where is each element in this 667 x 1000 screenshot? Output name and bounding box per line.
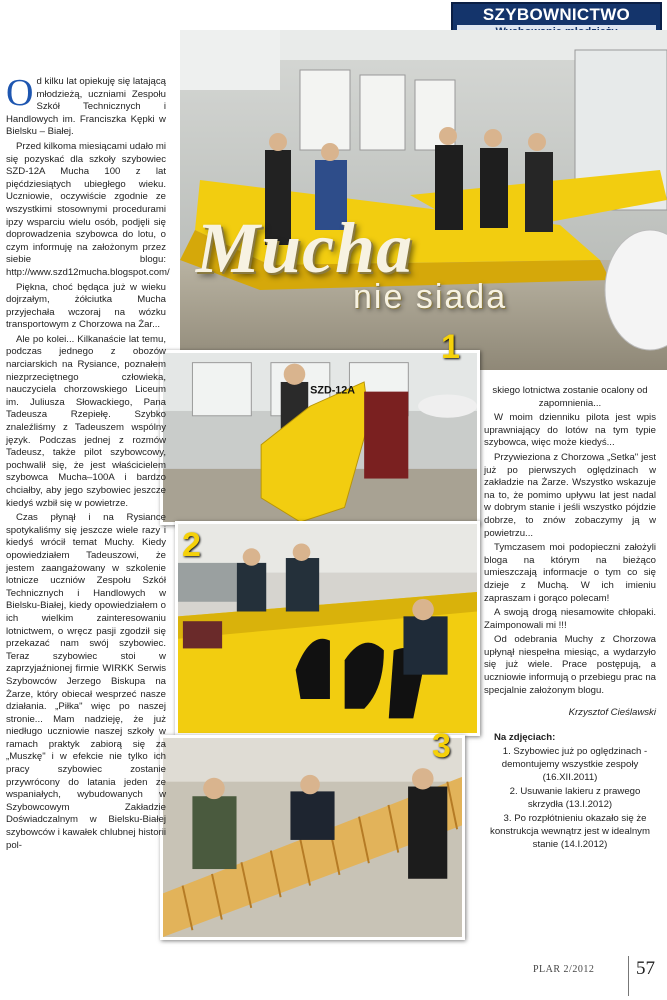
footer-divider (628, 956, 629, 996)
paragraph-4: Ale po kolei... Kilkanaście lat temu, podczas jednego z obozów narciarskich na Rysiance, poznałem niezprzeciętnego człowieka, nauczyciela chorzowskiego Liceum im. Juliusza Słowackiego, Pana Tadeusza Rzepiełę. Szybko znaleźliśmy z Tadeuszem wspólny język. Podczas jednej z rozmów Tadeusz, także pilot szybowcowy, pochwalił się, że jest właścicielem szybowca Mucha–100A i bardzo chciałby, aby jego szybowiec jeszcze kiedyś wzbił się w powietrze. (6, 333, 166, 509)
paragraph-5: Czas płynął i na Rysiance spotykaliśmy się jeszcze wiele razy i kiedyś wrócił temat Muchy. Kiedy opowiedziałem Tadeuszowi, że jestem zaangażowany w szkolenie lotnicze uczniów Zespołu Szkół Technicznych i Handlowych w Bielsku-Białej, kiedy opowiedziałem o ich wielkim zainteresowaniu lotnictwem, o wręcz pasji zgodził się przekazać nam swój szybowiec. Teraz szybowiec stoi w zaprzyjaźnionej firmie WIRKK Serwis Szybowców Jerzego Biskupa na Żarze, który obiecał wesprzeć nasze działania. „Piłka" więc po naszej stronie... Mam nadzieję, że już niedługo uczniowie naszej szkoły w ramach praktyk zabiorą się za „Muszkę" i w efekcie nie tylko ich pracy szybowiec zostanie przywrócony do latania jeden ze wspaniałych, wybudowanych w Szybowcowym Zakładzie Doświadczalnym w Bielsku-Białej szybowców i kawałek chlubnej historii pol- (6, 512, 166, 851)
section-title: SZYBOWNICTWO (482, 5, 631, 24)
magazine-issue: PLAR 2/2012 (533, 964, 595, 975)
captions-heading: Na zdjęciach: (494, 731, 556, 743)
glider-marking: SZD-12A (310, 384, 356, 397)
photo-number-3: 3 (432, 727, 451, 765)
paragraph-7: W moim dzienniku pilota jest wpis uprawniający do lotów na tym typie szybowca, więc może kiedyś... (484, 412, 656, 449)
page-number: 57 (636, 958, 655, 979)
paragraph-3: Piękna, choć będąca już w wieku dojrzałym, żółciutka Mucha przyjechała wczoraj na wózku transportowym z Chorzowa na Żar... (6, 281, 166, 331)
photo-3-wing-structure (160, 735, 465, 940)
article-subtitle: nie siada (353, 278, 508, 316)
paragraph-9: Tymczasem moi podopieczni założyli bloga na którym na bieżąco umieszczają informacje o tym co się dzieje z Muchą. W ich imieniu zapraszam i gorąco polecam! (484, 542, 656, 604)
photo-2-wing-sanding (175, 521, 480, 736)
paragraph-6: skiego lotnictwa zostanie ocalony od zapomnienia... (492, 385, 648, 409)
paragraph-2: Przed kilkoma miesiącami udało mi się pozyskać dla szkoły szybowiec SZD-12A Mucha 100 z lat pięćdziesiątych ubiegłego wieku. Uczniowie, oczywiście zgodnie ze wszystkimi stosownymi procedurami ipzy wsparciu wielu osób, podjęli się doprowadzenia szybowca do lotu, o czym informuję na założonym przez siebie blogu: http://www.szd12mucha.blogspot.com/ (6, 140, 170, 278)
paragraph-11: Od odebrania Muchy z Chorzowa upłynął niespełna miesiąc, a wydarzyło się już wiele. Prace postępują, a uczniowie informują o przebiegu prac na specjalnie założonym blogu. (484, 634, 656, 696)
paragraph-10: A swoją drogą niesamowite chłopaki. Zaimponowali mi !!! (484, 607, 656, 631)
paragraph-8: Przywieziona z Chorzowa „Setka" jest już po pierwszych oględzinach w zakładzie na Żarze. Wszystko wskazuje na to, że pomimo upływu lat jest nadal w dobrym stanie i jeśli wszystko pójdzie dobrze, to znów zobaczymy ją w powietrzu... (484, 451, 656, 539)
main-photo-workshop (180, 30, 667, 370)
article-column-right (484, 385, 656, 853)
article-title: Mucha (196, 208, 414, 288)
photo-1-rudder (160, 350, 480, 525)
caption-item: 3. Po rozpłótnieniu okazało się że konstrukcja wewnątrz jest w idealnym stanie (14.I.2012) (490, 813, 650, 850)
article-column-left (6, 72, 170, 854)
caption-item: 1. Szybowiec już po oględzinach - demontujemy wszystkie zespoły (16.XII.2011) (501, 746, 648, 783)
photo-number-1: 1 (441, 328, 460, 366)
photo-number-2: 2 (182, 526, 201, 564)
caption-item: 2. Usuwanie lakieru z prawego skrzydła (13.I.2012) (509, 786, 641, 810)
drop-cap: O (6, 72, 34, 114)
paragraph-1: Od kilku lat opiekuję się latającą młodzieżą, uczniami Zespołu Szkół Technicznych i Handlowych im. Franciszka Kępki w Bielsku – Białej. (6, 72, 166, 138)
author-name: Krzysztof Cieślawski (568, 707, 656, 719)
